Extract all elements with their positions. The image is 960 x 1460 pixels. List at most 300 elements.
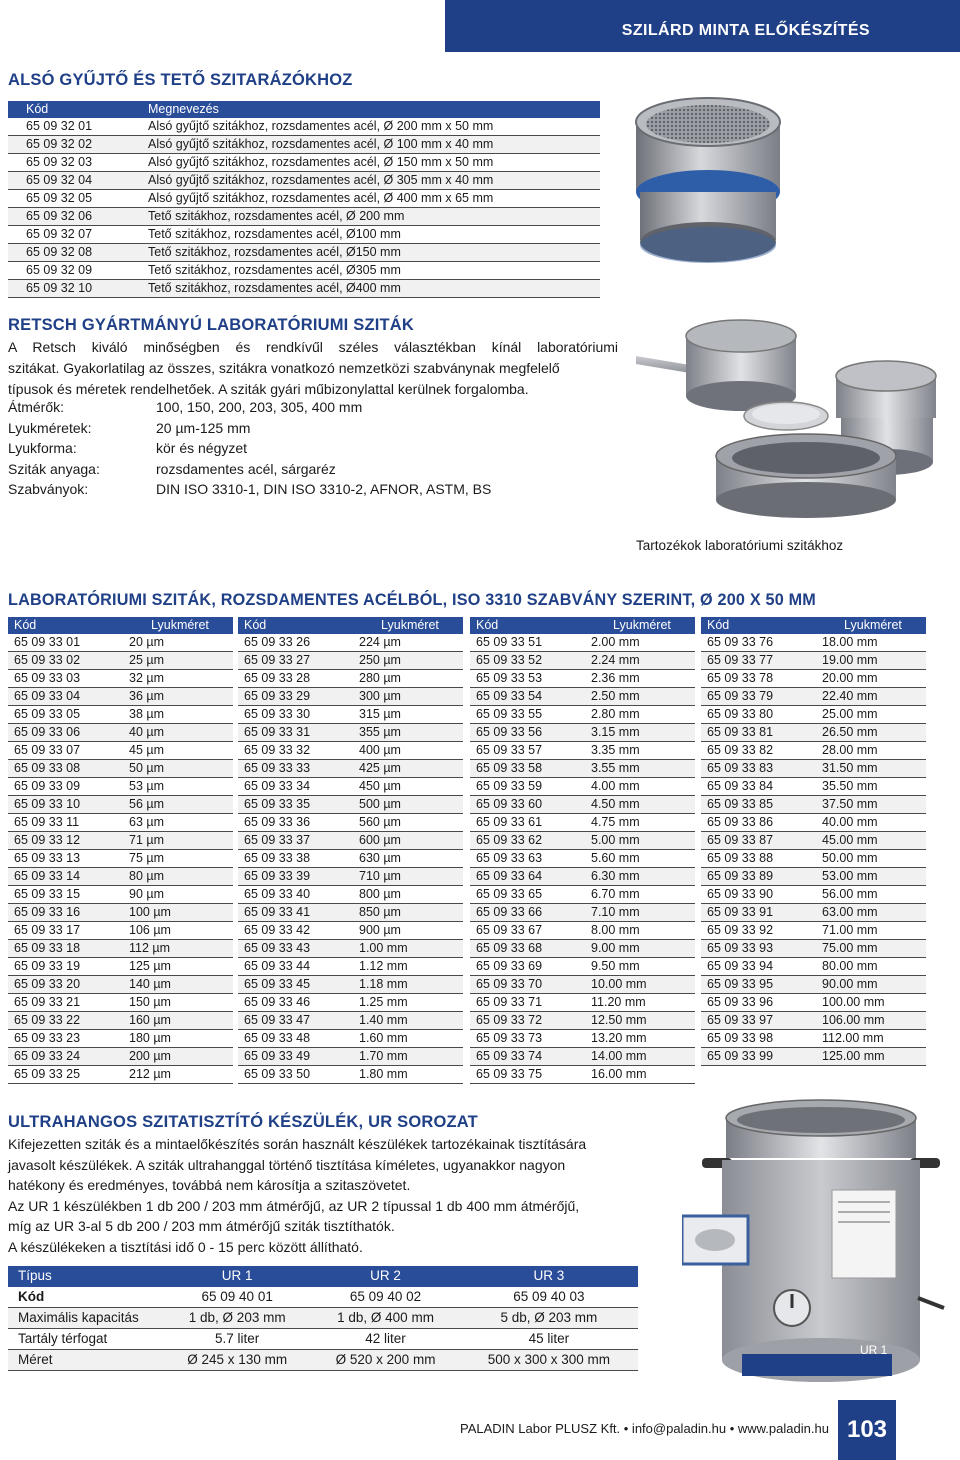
table-cell: 65 09 33 83 xyxy=(701,760,816,778)
table-row xyxy=(701,850,926,868)
table-cell: 65 09 33 47 xyxy=(238,1012,353,1030)
table-cell: 600 µm xyxy=(353,832,463,850)
table-cell: 80 µm xyxy=(123,868,233,886)
table-cell: 65 09 33 98 xyxy=(701,1030,816,1048)
table-row xyxy=(701,1030,926,1048)
table-cell: 212 µm xyxy=(123,1066,233,1084)
table-cell: 710 µm xyxy=(353,868,463,886)
column-header-code: Kód xyxy=(8,617,123,634)
table-cell: 65 09 40 01 xyxy=(163,1287,311,1308)
spec-label: Szabványok: xyxy=(8,481,89,497)
table-cell: 65 09 33 09 xyxy=(8,778,123,796)
table-cell: 65 09 33 18 xyxy=(8,940,123,958)
table-cell: 65 09 33 88 xyxy=(701,850,816,868)
table-cell: 3.55 mm xyxy=(585,760,695,778)
table-row xyxy=(470,706,695,724)
table-row xyxy=(238,868,463,886)
table-cell: 12.50 mm xyxy=(585,1012,695,1030)
table-row xyxy=(238,1012,463,1030)
table-cell: 65 09 33 41 xyxy=(238,904,353,922)
table-cell: 6.70 mm xyxy=(585,886,695,904)
column-header-aperture: Lyukméret xyxy=(585,617,695,634)
column-header-ur2: UR 2 xyxy=(311,1266,459,1287)
table-row xyxy=(8,1307,638,1328)
table-cell: 65 09 33 70 xyxy=(470,976,585,994)
table-cell: 65 09 32 05 xyxy=(8,190,142,208)
table-cell: 56 µm xyxy=(123,796,233,814)
table-cell: 65 09 33 24 xyxy=(8,1048,123,1066)
table-cell: 80.00 mm xyxy=(816,958,926,976)
table-cell: 65 09 33 51 xyxy=(470,634,585,652)
paragraph-line: Kifejezetten sziták és a mintaelőkészítés során használt készülékek tartozékainak tisztítására xyxy=(8,1136,587,1152)
spec-label: Lyukforma: xyxy=(8,440,77,456)
table-cell: 63 µm xyxy=(123,814,233,832)
table-cell: 31.50 mm xyxy=(816,760,926,778)
table-cell: 65 09 33 74 xyxy=(470,1048,585,1066)
section2-description xyxy=(8,337,618,400)
table-row xyxy=(8,1030,233,1048)
header-title: SZILÁRD MINTA ELŐKÉSZÍTÉS xyxy=(621,22,870,39)
table-cell: 65 09 33 86 xyxy=(701,814,816,832)
table-row xyxy=(8,958,233,976)
table-row xyxy=(238,940,463,958)
table-cell: 65 09 33 62 xyxy=(470,832,585,850)
table-row xyxy=(701,832,926,850)
table-row xyxy=(701,706,926,724)
table-cell: Tető szitákhoz, rozsdamentes acél, Ø 200 mm xyxy=(142,208,600,226)
table-cell: 65 09 33 29 xyxy=(238,688,353,706)
table-cell: 3.35 mm xyxy=(585,742,695,760)
table-row xyxy=(470,994,695,1012)
table-cell: Kód xyxy=(8,1287,163,1308)
table-row xyxy=(701,1048,926,1066)
table-row xyxy=(238,1066,463,1084)
table-cell: 125 µm xyxy=(123,958,233,976)
table-cell: 8.00 mm xyxy=(585,922,695,940)
table-row xyxy=(238,850,463,868)
table-cell: 200 µm xyxy=(123,1048,233,1066)
table-cell: 16.00 mm xyxy=(585,1066,695,1084)
collectors-table xyxy=(8,101,600,298)
table-cell: 65 09 33 42 xyxy=(238,922,353,940)
table-cell: 65 09 32 07 xyxy=(8,226,142,244)
table-cell: 425 µm xyxy=(353,760,463,778)
table-cell: 65 09 32 03 xyxy=(8,154,142,172)
table-cell: Alsó gyűjtő szitákhoz, rozsdamentes acél, Ø 100 mm x 40 mm xyxy=(142,136,600,154)
table-cell: 1.40 mm xyxy=(353,1012,463,1030)
table-cell: 5.7 liter xyxy=(163,1328,311,1349)
paragraph-line: javasolt készülékek. A sziták ultrahanggal történő tisztítása kíméletes, ugyanakkor nagyon xyxy=(8,1156,566,1173)
table-cell: 112 µm xyxy=(123,940,233,958)
column-header-aperture: Lyukméret xyxy=(123,617,233,634)
column-header-code: Kód xyxy=(238,617,353,634)
table-cell: 90 µm xyxy=(123,886,233,904)
table-cell: 53 µm xyxy=(123,778,233,796)
paragraph-line: szitákat. Gyakorlatilag az összes, szitákra vonatkozó nemzetközi szabványnak megfelelő xyxy=(8,360,560,376)
table-row xyxy=(8,886,233,904)
table-row xyxy=(8,832,233,850)
table-row xyxy=(701,976,926,994)
spec-value: rozsdamentes acél, sárgaréz xyxy=(156,460,336,477)
table-cell: 14.00 mm xyxy=(585,1048,695,1066)
table-row xyxy=(701,904,926,922)
table-cell: 250 µm xyxy=(353,652,463,670)
table-row xyxy=(470,796,695,814)
paragraph-line: hatékony és eredményes, továbbá nem károsítja a szitaszövetet. xyxy=(8,1177,411,1193)
table-cell: 25.00 mm xyxy=(816,706,926,724)
spec-row xyxy=(8,459,336,479)
table-row xyxy=(8,868,233,886)
table-row xyxy=(701,760,926,778)
table-cell: 65 09 33 77 xyxy=(701,652,816,670)
section4-title: ULTRAHANGOS SZITATISZTÍTÓ KÉSZÜLÉK, UR SOROZAT xyxy=(8,1113,478,1131)
table-row xyxy=(238,976,463,994)
table-cell: 65 09 33 76 xyxy=(701,634,816,652)
table-row xyxy=(238,706,463,724)
table-row xyxy=(8,850,233,868)
table-cell: 65 09 32 09 xyxy=(8,262,142,280)
table-row xyxy=(238,958,463,976)
table-cell: 65 09 32 08 xyxy=(8,244,142,262)
paragraph-line: A Retsch kiváló minőségben és rendkívűl széles választékban kínál laboratóriumi xyxy=(8,339,618,355)
table-cell: 65 09 33 61 xyxy=(470,814,585,832)
sieve-table-4 xyxy=(701,617,926,1066)
table-row xyxy=(701,652,926,670)
table-cell: 65 09 32 01 xyxy=(8,118,142,136)
table-cell: 65 09 33 23 xyxy=(8,1030,123,1048)
table-row xyxy=(238,814,463,832)
table-cell: 65 09 32 02 xyxy=(8,136,142,154)
table-row xyxy=(238,1030,463,1048)
table-cell: 65 09 33 12 xyxy=(8,832,123,850)
table-cell: 65 09 33 56 xyxy=(470,724,585,742)
table-row xyxy=(470,868,695,886)
table-cell: 300 µm xyxy=(353,688,463,706)
table-cell: 65 09 33 38 xyxy=(238,850,353,868)
table-cell: 7.10 mm xyxy=(585,904,695,922)
table-cell: 65 09 33 60 xyxy=(470,796,585,814)
table-cell: 4.00 mm xyxy=(585,778,695,796)
table-row xyxy=(238,724,463,742)
table-row xyxy=(8,190,600,208)
table-cell: 65 09 32 10 xyxy=(8,280,142,298)
table-cell: 65 09 33 33 xyxy=(238,760,353,778)
table-cell: 65 09 33 52 xyxy=(470,652,585,670)
table-cell: Tartály térfogat xyxy=(8,1328,163,1349)
table-cell: 180 µm xyxy=(123,1030,233,1048)
table-cell: 3.15 mm xyxy=(585,724,695,742)
table-cell: 11.20 mm xyxy=(585,994,695,1012)
table-cell: 2.80 mm xyxy=(585,706,695,724)
spec-row xyxy=(8,479,491,499)
paragraph-line: míg az UR 3-al 5 db 200 / 203 mm átmérőjű sziták tisztíthatók. xyxy=(8,1218,395,1234)
table-cell: 65 09 40 02 xyxy=(311,1287,459,1308)
table-cell: 19.00 mm xyxy=(816,652,926,670)
spec-value: DIN ISO 3310-1, DIN ISO 3310-2, AFNOR, ASTM, BS xyxy=(156,481,492,497)
table-cell: 71 µm xyxy=(123,832,233,850)
table-cell: 1.18 mm xyxy=(353,976,463,994)
table-row xyxy=(238,688,463,706)
table-cell: 65 09 33 54 xyxy=(470,688,585,706)
table-cell: 106 µm xyxy=(123,922,233,940)
table-row xyxy=(470,958,695,976)
table-row xyxy=(8,244,600,262)
table-cell: 65 09 33 97 xyxy=(701,1012,816,1030)
table-cell: 355 µm xyxy=(353,724,463,742)
table-cell: 315 µm xyxy=(353,706,463,724)
table-cell: 75 µm xyxy=(123,850,233,868)
table-cell: 65 09 33 07 xyxy=(8,742,123,760)
table-cell: 53.00 mm xyxy=(816,868,926,886)
table-row xyxy=(470,922,695,940)
table-cell: 65 09 33 57 xyxy=(470,742,585,760)
table-row xyxy=(8,670,233,688)
table-row xyxy=(8,1012,233,1030)
table-cell: 65 09 33 71 xyxy=(470,994,585,1012)
table-row xyxy=(238,760,463,778)
table-cell: 65 09 33 67 xyxy=(470,922,585,940)
table-row xyxy=(701,868,926,886)
table-cell: 65 09 33 21 xyxy=(8,994,123,1012)
table-row xyxy=(8,814,233,832)
table-cell: 20.00 mm xyxy=(816,670,926,688)
table-row xyxy=(8,172,600,190)
table-row xyxy=(470,1048,695,1066)
table-cell: 65 09 33 19 xyxy=(8,958,123,976)
spec-label: Átmérők: xyxy=(8,399,65,415)
table-cell: 65 09 33 40 xyxy=(238,886,353,904)
table-row xyxy=(701,994,926,1012)
table-cell: 224 µm xyxy=(353,634,463,652)
table-cell: 65 09 32 04 xyxy=(8,172,142,190)
table-cell: 65 09 33 25 xyxy=(8,1066,123,1084)
spec-label: Lyukméretek: xyxy=(8,419,92,436)
table-cell: Alsó gyűjtő szitákhoz, rozsdamentes acél, Ø 200 mm x 50 mm xyxy=(142,118,600,136)
table-cell: 35.50 mm xyxy=(816,778,926,796)
table-cell: 65 09 33 26 xyxy=(238,634,353,652)
table-cell: Maximális kapacitás xyxy=(8,1307,163,1328)
table-row xyxy=(470,652,695,670)
table-cell: Alsó gyűjtő szitákhoz, rozsdamentes acél, Ø 400 mm x 65 mm xyxy=(142,190,600,208)
table-cell: 4.50 mm xyxy=(585,796,695,814)
table-row xyxy=(701,634,926,652)
table-cell: 65 09 33 49 xyxy=(238,1048,353,1066)
table-row xyxy=(470,1066,695,1084)
table-cell: 2.36 mm xyxy=(585,670,695,688)
table-cell: 65 09 33 65 xyxy=(470,886,585,904)
table-cell: 90.00 mm xyxy=(816,976,926,994)
table-row xyxy=(470,832,695,850)
table-cell: 65 09 33 69 xyxy=(470,958,585,976)
column-header-ur1: UR 1 xyxy=(163,1266,311,1287)
spec-row xyxy=(8,418,250,438)
page-number: 103 xyxy=(838,1400,896,1460)
table-cell: 9.50 mm xyxy=(585,958,695,976)
column-header-type: Típus xyxy=(8,1266,163,1287)
table-row xyxy=(8,706,233,724)
table-row xyxy=(8,136,600,154)
table-cell: 40.00 mm xyxy=(816,814,926,832)
table-row xyxy=(8,226,600,244)
table-row xyxy=(238,742,463,760)
table-cell: 38 µm xyxy=(123,706,233,724)
table-row xyxy=(238,922,463,940)
table-cell: Tető szitákhoz, rozsdamentes acél, Ø150 mm xyxy=(142,244,600,262)
table-row xyxy=(8,280,600,298)
table-cell: 65 09 33 93 xyxy=(701,940,816,958)
table-cell: 65 09 33 22 xyxy=(8,1012,123,1030)
table-cell: 65 09 33 50 xyxy=(238,1066,353,1084)
spec-value: kör és négyzet xyxy=(156,440,248,456)
table-cell: Tető szitákhoz, rozsdamentes acél, Ø400 mm xyxy=(142,280,600,298)
table-cell: 40 µm xyxy=(123,724,233,742)
footer-company-line: PALADIN Labor PLUSZ Kft. • info@paladin.hu • www.paladin.hu xyxy=(460,1421,829,1436)
table-cell: 65 09 40 03 xyxy=(460,1287,638,1308)
table-cell: 2.00 mm xyxy=(585,634,695,652)
sieve-table-2 xyxy=(238,617,463,1084)
table-row xyxy=(8,634,233,652)
table-cell: 26.50 mm xyxy=(816,724,926,742)
table-row xyxy=(8,922,233,940)
table-cell: 65 09 33 59 xyxy=(470,778,585,796)
table-cell: 28.00 mm xyxy=(816,742,926,760)
table-cell: 500 x 300 x 300 mm xyxy=(460,1349,638,1370)
table-row xyxy=(238,886,463,904)
table-cell: 65 09 33 08 xyxy=(8,760,123,778)
table-cell: 32 µm xyxy=(123,670,233,688)
table-cell: 125.00 mm xyxy=(816,1048,926,1066)
table-row xyxy=(470,742,695,760)
table-cell: 65 09 33 30 xyxy=(238,706,353,724)
table-row xyxy=(701,940,926,958)
sieve-table-1 xyxy=(8,617,233,1084)
paragraph-line: A készülékeken a tisztítási idő 0 - 15 perc között állítható. xyxy=(8,1238,363,1255)
spec-row xyxy=(8,397,362,417)
spec-label: Sziták anyaga: xyxy=(8,460,100,477)
table-cell: 42 liter xyxy=(311,1328,459,1349)
table-cell: 65 09 33 04 xyxy=(8,688,123,706)
table-row xyxy=(470,724,695,742)
table-row xyxy=(701,1012,926,1030)
table-cell: 10.00 mm xyxy=(585,976,695,994)
column-header-code: Kód xyxy=(8,101,142,118)
table-cell: 65 09 33 44 xyxy=(238,958,353,976)
table-cell: 560 µm xyxy=(353,814,463,832)
table-cell: 65 09 33 17 xyxy=(8,922,123,940)
table-row xyxy=(8,904,233,922)
table-cell: 65 09 33 87 xyxy=(701,832,816,850)
table-row xyxy=(470,1030,695,1048)
table-row xyxy=(701,886,926,904)
table-row xyxy=(238,652,463,670)
table-cell: 65 09 33 68 xyxy=(470,940,585,958)
table-cell: 65 09 33 10 xyxy=(8,796,123,814)
table-row xyxy=(470,670,695,688)
column-header-ur3: UR 3 xyxy=(460,1266,638,1287)
table-cell: 65 09 33 35 xyxy=(238,796,353,814)
table-cell: Alsó gyűjtő szitákhoz, rozsdamentes acél, Ø 150 mm x 50 mm xyxy=(142,154,600,172)
column-header-aperture: Lyukméret xyxy=(816,617,926,634)
section1-title: ALSÓ GYŰJTŐ ÉS TETŐ SZITARÁZÓKHOZ xyxy=(8,71,353,89)
table-cell: 45 µm xyxy=(123,742,233,760)
table-cell: 450 µm xyxy=(353,778,463,796)
sieve-table-3 xyxy=(470,617,695,1084)
table-row xyxy=(8,940,233,958)
table-row xyxy=(8,742,233,760)
table-cell: 65 09 33 55 xyxy=(470,706,585,724)
spec-row xyxy=(8,438,247,458)
table-cell: 75.00 mm xyxy=(816,940,926,958)
table-cell: 140 µm xyxy=(123,976,233,994)
table-cell: 36 µm xyxy=(123,688,233,706)
table-cell: 65 09 33 64 xyxy=(470,868,585,886)
table-row xyxy=(8,1349,638,1370)
table-cell: 6.30 mm xyxy=(585,868,695,886)
table-cell: 5.00 mm xyxy=(585,832,695,850)
table-cell: 1.00 mm xyxy=(353,940,463,958)
table-row xyxy=(8,1287,638,1308)
table-row xyxy=(701,958,926,976)
table-cell: 65 09 33 01 xyxy=(8,634,123,652)
spec-value: 20 µm-125 mm xyxy=(156,419,251,436)
table-cell: 65 09 33 32 xyxy=(238,742,353,760)
table-cell: 100.00 mm xyxy=(816,994,926,1012)
table-cell: Ø 245 x 130 mm xyxy=(163,1349,311,1370)
table-row xyxy=(238,904,463,922)
table-cell: Tető szitákhoz, rozsdamentes acél, Ø100 mm xyxy=(142,226,600,244)
table-row xyxy=(8,208,600,226)
table-cell: 9.00 mm xyxy=(585,940,695,958)
table-row xyxy=(701,922,926,940)
table-cell: 65 09 33 78 xyxy=(701,670,816,688)
table-cell: 160 µm xyxy=(123,1012,233,1030)
table-row xyxy=(8,976,233,994)
table-cell: 65 09 33 31 xyxy=(238,724,353,742)
table-cell: 65 09 33 28 xyxy=(238,670,353,688)
column-header-aperture: Lyukméret xyxy=(353,617,463,634)
table-cell: 65 09 33 81 xyxy=(701,724,816,742)
table-cell: 1 db, Ø 203 mm xyxy=(163,1307,311,1328)
table-cell: 65 09 33 66 xyxy=(470,904,585,922)
table-cell: 65 09 33 36 xyxy=(238,814,353,832)
accessories-caption: Tartozékok laboratóriumi szitákhoz xyxy=(636,538,844,553)
table-cell: 65 09 33 27 xyxy=(238,652,353,670)
table-cell: 65 09 33 03 xyxy=(8,670,123,688)
table-cell: Méret xyxy=(8,1349,163,1370)
section2-title: RETSCH GYÁRTMÁNYÚ LABORATÓRIUMI SZITÁK xyxy=(8,316,415,334)
table-cell: 5 db, Ø 203 mm xyxy=(460,1307,638,1328)
table-cell: 1.60 mm xyxy=(353,1030,463,1048)
table-row xyxy=(238,670,463,688)
table-cell: 65 09 33 85 xyxy=(701,796,816,814)
table-cell: 65 09 33 13 xyxy=(8,850,123,868)
table-row xyxy=(8,778,233,796)
table-cell: 65 09 33 11 xyxy=(8,814,123,832)
table-cell: 65 09 33 90 xyxy=(701,886,816,904)
header-banner xyxy=(445,0,960,52)
table-cell: 65 09 33 84 xyxy=(701,778,816,796)
table-cell: 1.25 mm xyxy=(353,994,463,1012)
section4-description xyxy=(8,1134,638,1257)
table-cell: 65 09 33 72 xyxy=(470,1012,585,1030)
table-cell: 50.00 mm xyxy=(816,850,926,868)
table-cell: 25 µm xyxy=(123,652,233,670)
ur-series-table xyxy=(8,1266,638,1371)
table-cell: 65 09 33 34 xyxy=(238,778,353,796)
table-cell: 18.00 mm xyxy=(816,634,926,652)
table-row xyxy=(238,778,463,796)
table-cell: 65 09 33 16 xyxy=(8,904,123,922)
